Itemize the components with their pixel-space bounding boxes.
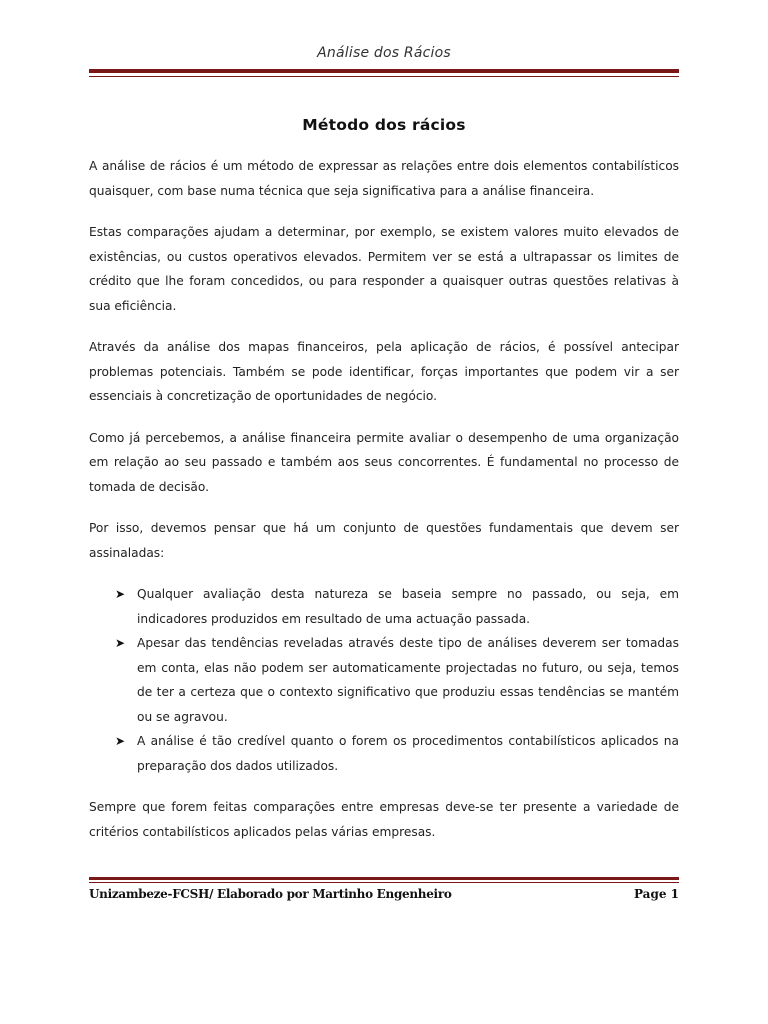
header-title: Análise dos Rácios [317, 45, 451, 61]
paragraph-5: Por isso, devemos pensar que há um conjunto de questões fundamentais que devem ser assinaladas: [89, 521, 679, 560]
bullet-text: Qualquer avaliação desta natureza se baseia sempre no passado, ou seja, em indicadores produzidos em resultado de uma actuação passada. [137, 587, 679, 626]
bullet-item [115, 582, 679, 631]
arrow-bullet-icon: ➤ [115, 587, 126, 601]
bullet-text: A análise é tão credível quanto o forem os procedimentos contabilísticos aplicados na preparação dos dados utilizados. [137, 734, 679, 773]
header-rule [89, 69, 679, 73]
paragraph-4: Como já percebemos, a análise financeira permite avaliar o desempenho de uma organização em relação ao seu passado e também aos seus concorrentes. É fundamental no processo de tomada de decisão. [89, 430, 679, 494]
document-body [89, 116, 679, 861]
bullet-text: Apesar das tendências reveladas através deste tipo de análises deverem ser tomadas em conta, elas não podem ser automaticamente projectadas no futuro, ou seja, temos de ter a certeza que o contexto significativo que produziu essas tendências se mantém ou se agravou. [137, 636, 679, 724]
footer-rule-thin [89, 882, 679, 883]
bullet-item [115, 729, 679, 778]
footer-author: Unizambeze-FCSH/ Elaborado por Martinho Engenheiro [89, 887, 452, 901]
closing-paragraph: Sempre que forem feitas comparações entre empresas deve-se ter presente a variedade de critérios contabilísticos aplicados pelas várias empresas. [89, 800, 679, 839]
bullet-list [89, 582, 679, 778]
paragraph-2: Estas comparações ajudam a determinar, por exemplo, se existem valores muito elevados de existências, ou custos operativos elevados. Permitem ver se está a ultrapassar os limites de crédito que lhe foram concedidos, ou para responder a quaisquer outras questões relativas à sua eficiência. [89, 225, 679, 313]
paragraph-1: A análise de rácios é um método de expressar as relações entre dois elementos contabilísticos quaisquer, com base numa técnica que seja significativa para a análise financeira. [89, 159, 679, 198]
page-number: Page 1 [633, 887, 679, 901]
arrow-bullet-icon: ➤ [115, 734, 126, 748]
bullet-item [115, 631, 679, 729]
footer-rule [89, 877, 679, 880]
document-title: Método dos rácios [302, 116, 466, 134]
header-rule-thin [89, 76, 679, 77]
arrow-bullet-icon: ➤ [115, 636, 126, 650]
paragraph-3: Através da análise dos mapas financeiros, pela aplicação de rácios, é possível antecipar problemas potenciais. Também se pode identificar, forças importantes que podem vir a ser essenciais à concretização de oportunidades de negócio. [89, 340, 679, 403]
